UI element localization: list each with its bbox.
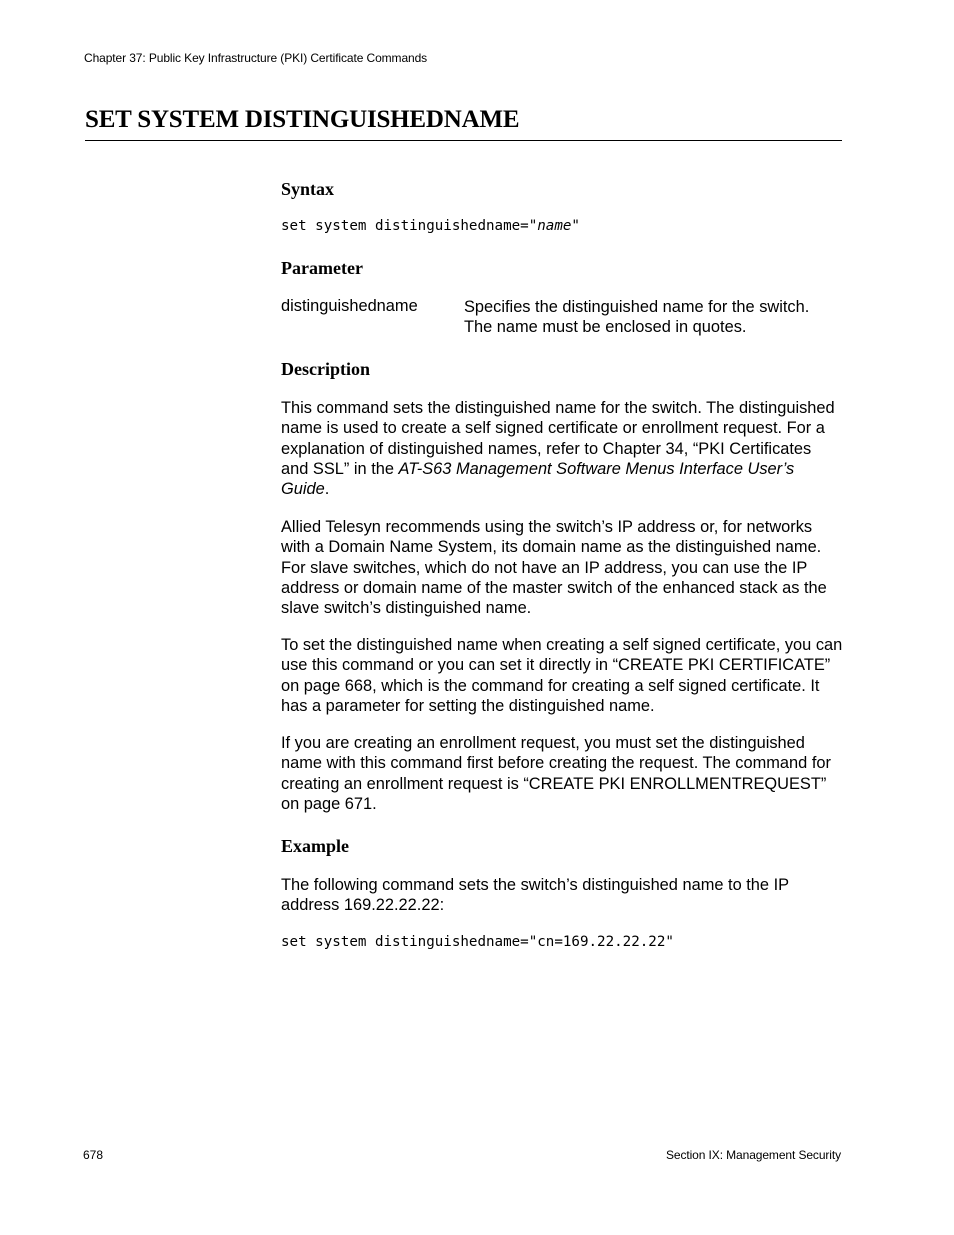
guide-title: AT-S63 Management Software Menus Interface User’s Guide	[281, 459, 795, 499]
description-paragraph-2: Allied Telesyn recommends using the switch’s IP address or, for networks with a Domain Name System, its domain name as the distinguished name. For slave switches, which do not have an IP address, you can use the IP address or domain name of the master switch of the enhanced stack as the slave switch’s distinguished name.	[281, 518, 827, 618]
example-heading: Example	[281, 836, 350, 856]
title-divider	[85, 140, 842, 141]
page-number: 678	[83, 1148, 104, 1162]
syntax-heading: Syntax	[281, 179, 335, 199]
parameter-description	[464, 297, 844, 338]
parameter-description-line: The name must be enclosed in quotes.	[464, 318, 747, 337]
page-title: SET SYSTEM DISTINGUISHEDNAME	[85, 106, 520, 133]
example-text: The following command sets the switch’s distinguished name to the IP address 169.22.22.22:	[281, 876, 789, 915]
syntax-code	[281, 218, 580, 234]
section-footer: Section IX: Management Security	[666, 1148, 841, 1162]
description-p1-end: .	[324, 480, 330, 499]
parameter-heading: Parameter	[281, 258, 363, 278]
description-p1-text: This command sets the distinguished name for the switch. The distinguished name is used to create a self signed certificate or enrollment request. For a explanation of distinguished names, refer to Chapter 34, “PKI Certificates and SSL” in the	[281, 399, 835, 478]
description-paragraph-1	[281, 398, 843, 499]
parameter-description-line: Specifies the distinguished name for the switch.	[464, 298, 810, 316]
syntax-code-suffix: "	[571, 218, 580, 234]
description-paragraph-4: If you are creating an enrollment request, you must set the distinguished name with this command first before creating the request. The command for creating an enrollment request is “CREATE PKI ENROLLMENTREQUEST” on page 671.	[281, 734, 831, 813]
description-paragraph-3: To set the distinguished name when creating a self signed certificate, you can use this command or you can set it directly in “CREATE PKI CERTIFICATE” on page 668, which is the command for creating a self signed certificate. It has a parameter for setting the distinguished name.	[281, 636, 843, 715]
parameter-name: distinguishedname	[281, 297, 418, 315]
running-header: Chapter 37: Public Key Infrastructure (PKI) Certificate Commands	[84, 51, 428, 65]
syntax-code-param: name	[537, 218, 572, 234]
syntax-code-prefix: set system distinguishedname="	[281, 218, 538, 234]
example-code: set system distinguishedname="cn=169.22.22.22"	[281, 934, 674, 950]
description-heading: Description	[281, 359, 370, 379]
